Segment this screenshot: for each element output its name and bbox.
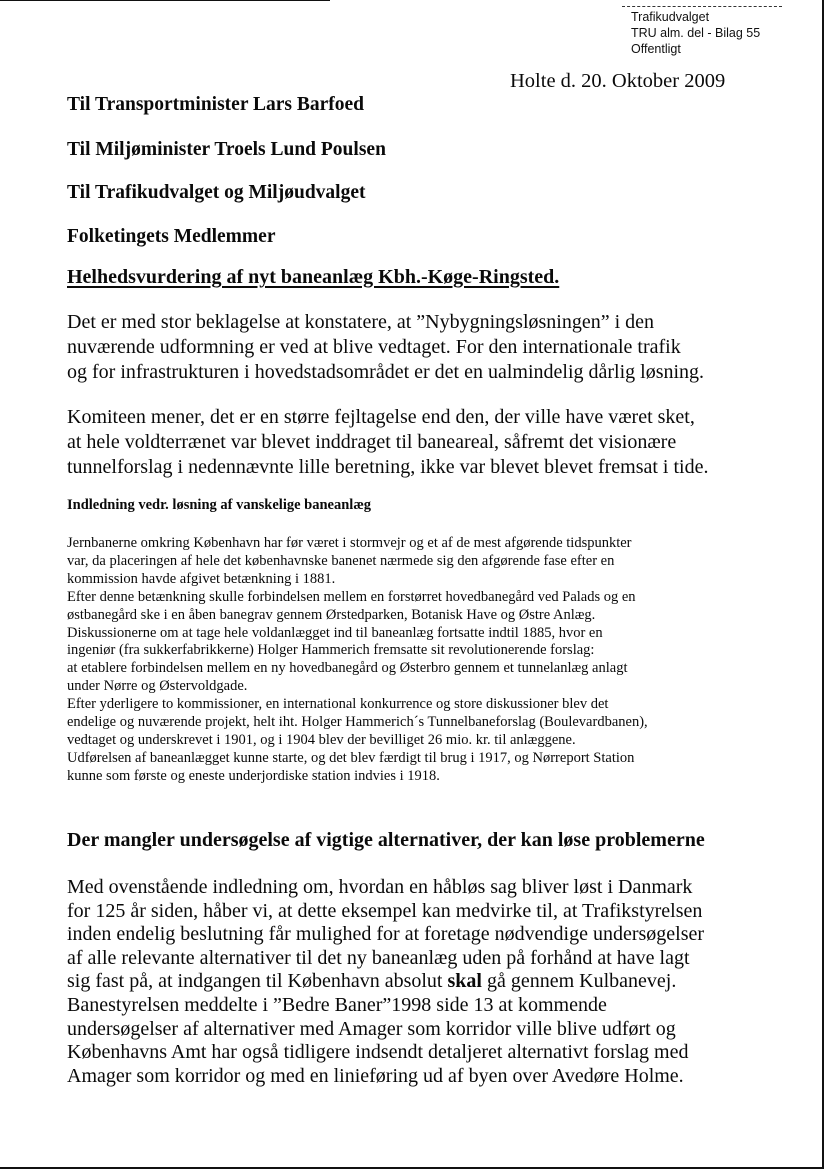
intro-line: Udførelsen af baneanlægget kunne starte, og det blev færdigt til brug i 1917, og Nørreport Station — [67, 749, 635, 766]
paragraph-line: Københavns Amt har også tidligere indsendt detaljeret alternativt forslag med — [67, 1041, 689, 1064]
intro-line: kommission havde afgivet betænkning i 1881. — [67, 570, 336, 587]
intro-line: ingeniør (fra sukkerfabrikkerne) Holger Hammerich fremsatte sit revolutionerende forslag: — [67, 642, 595, 659]
addressee-committees: Til Trafikudvalget og Miljøudvalget — [67, 182, 366, 203]
archive-stamp — [631, 9, 760, 57]
addressee-environment-minister: Til Miljøminister Troels Lund Poulsen — [67, 139, 386, 160]
section-heading-missing-alternatives: Der mangler undersøgelse af vigtige alternativer, der kan løse problemerne — [67, 829, 705, 851]
paragraph-line: og for infrastrukturen i hovedstadsområdet er det en ualmindelig dårlig løsning. — [67, 361, 705, 383]
stamp-status: Offentligt — [631, 42, 681, 56]
stamp-committee: Trafikudvalget — [631, 10, 710, 24]
paragraph-regret — [67, 310, 767, 385]
line-text: gå gennem Kulbanevej. — [481, 970, 677, 993]
paragraph-line: tunnelforslag i nedennævnte lille beretning, ikke var blevet blevet fremsat i tide. — [67, 456, 709, 478]
paragraph-line: nuværende udformning er ved at blive vedtaget. For den internationale trafik — [67, 336, 681, 358]
top-scan-rule — [0, 0, 330, 1]
paragraph-alternatives — [67, 876, 767, 1088]
paragraph-line: at hele voldterrænet var blevet inddraget til baneareal, såfremt det visionære — [67, 431, 677, 453]
intro-line: under Nørre og Østervoldgade. — [67, 678, 248, 695]
intro-line: endelige og nuværende projekt, helt iht. Holger Hammerich´s Tunnelbaneforslag (Boulevardbanen), — [67, 714, 648, 731]
addressee-parliament-members: Folketingets Medlemmer — [67, 226, 276, 247]
paragraph-line: Banestyrelsen meddelte i ”Bedre Baner”1998 side 13 at kommende — [67, 993, 607, 1016]
intro-line: Diskussionerne om at tage hele voldanlægget ind til baneanlæg fortsatte indtil 1885, hvor en — [67, 624, 603, 641]
letter-date: Holte d. 20. Oktober 2009 — [510, 70, 726, 92]
document-title: Helhedsvurdering af nyt baneanlæg Kbh.-Køge-Ringsted. — [67, 266, 560, 288]
emphasis-word: skal — [447, 970, 482, 993]
intro-line: Efter yderligere to kommissioner, en international konkurrence og store diskussioner blev det — [67, 696, 609, 713]
paragraph-line — [67, 970, 767, 994]
paragraph-line: Amager som korridor og med en linieføring ud af byen over Avedøre Holme. — [67, 1064, 684, 1087]
intro-line: vedtaget og underskrevet i 1901, og i 1904 blev der bevilliget 26 mio. kr. til anlæggene. — [67, 731, 576, 748]
intro-heading: Indledning vedr. løsning af vanskelige baneanlæg — [67, 497, 372, 513]
intro-line: østbanegård ske i en åben banegrav gennem Ørstedparken, Botanisk Have og Østre Anlæg. — [67, 606, 596, 623]
intro-line: Efter denne betænkning skulle forbindelsen mellem en forstørret hovedbanegård ved Palads og en — [67, 588, 636, 605]
addressee-transport-minister: Til Transportminister Lars Barfoed — [67, 94, 365, 115]
line-text: sig fast på, at indgangen til København absolut — [67, 970, 448, 993]
paragraph-line: inden endelig beslutning får mulighed for at foretage nødvendige undersøgelser — [67, 923, 705, 946]
stamp-dashed-rule — [622, 6, 782, 7]
intro-line: var, da placeringen af hele det københavnske banenet nærmede sig den afgørende fase efter en — [67, 552, 615, 569]
paragraph-line: Komiteen mener, det er en større fejltagelse end den, der ville have været sket, — [67, 406, 695, 428]
intro-line: kunne som første og eneste underjordiske station indvies i 1918. — [67, 767, 440, 784]
intro-line: at etablere forbindelsen mellem en ny hovedbanegård og Østerbro gennem et tunnelanlæg anlagt — [67, 660, 628, 677]
intro-history-text — [67, 535, 767, 786]
stamp-reference: TRU alm. del - Bilag 55 — [631, 26, 761, 40]
paragraph-line: undersøgelser af alternativer med Amager som korridor ville blive udført og — [67, 1017, 676, 1040]
paragraph-line: for 125 år siden, håber vi, at dette eksempel kan medvirke til, at Trafikstyrelsen — [67, 899, 703, 922]
paragraph-committee-opinion — [67, 405, 767, 480]
paragraph-line: af alle relevante alternativer til det ny baneanlæg uden på forhånd at have lagt — [67, 946, 690, 969]
paragraph-line: Det er med stor beklagelse at konstatere, at ”Nybygningsløsningen” i den — [67, 311, 655, 333]
intro-line: Jernbanerne omkring København har før været i stormvejr og et af de mest afgørende tidspunkter — [67, 535, 632, 551]
paragraph-line: Med ovenstående indledning om, hvordan en håbløs sag bliver løst i Danmark — [67, 876, 693, 898]
